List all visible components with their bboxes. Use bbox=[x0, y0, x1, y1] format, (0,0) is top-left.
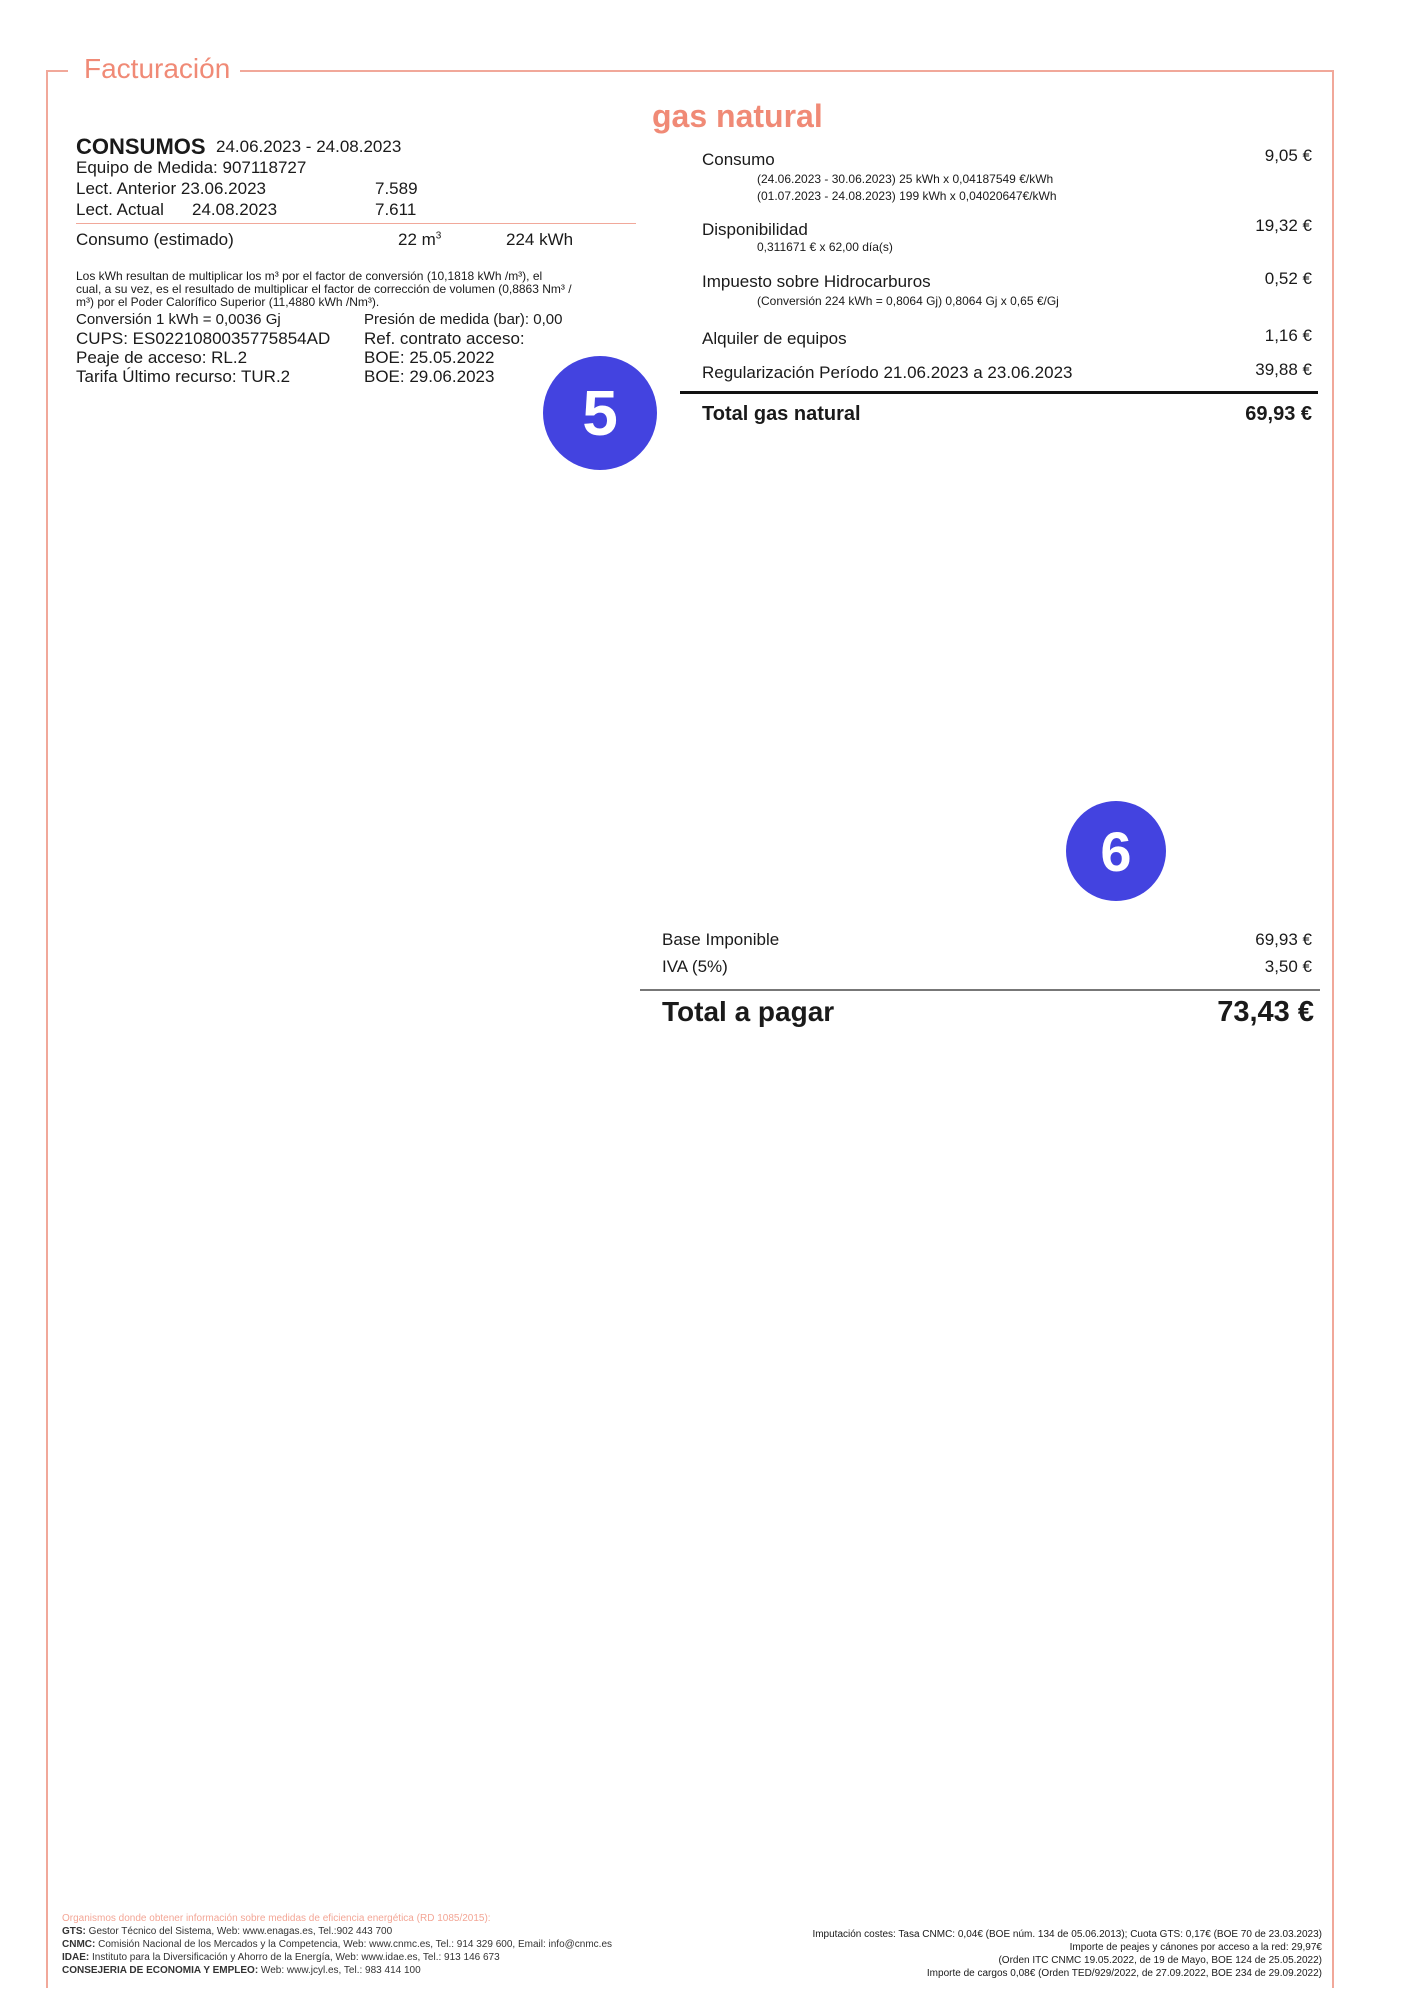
peaje-acceso: Peaje de acceso: RL.2 bbox=[76, 348, 248, 367]
impuesto-detail: (Conversión 224 kWh = 0,8064 Gj) 0,8064 Gj x 0,65 €/Gj bbox=[757, 294, 1059, 308]
total-a-pagar-amount: 73,43 € bbox=[1217, 996, 1314, 1028]
consumo-m3 bbox=[398, 230, 441, 250]
consumo-m3-value: 22 m bbox=[398, 230, 436, 249]
frame-top-right bbox=[240, 70, 1334, 72]
consumo-detail-1: (24.06.2023 - 30.06.2023) 25 kWh x 0,04187549 €/kWh bbox=[757, 172, 1054, 186]
consumo-label: Consumo bbox=[702, 150, 775, 169]
footer-orden-itc: (Orden ITC CNMC 19.05.2022, de 19 de Mayo, BOE 124 de 25.05.2022) bbox=[998, 1955, 1322, 1966]
alquiler-amount: 1,16 € bbox=[1264, 326, 1312, 345]
total-gas-label: Total gas natural bbox=[702, 403, 861, 425]
lect-anterior-value: 7.589 bbox=[375, 179, 418, 198]
consumos-divider bbox=[76, 223, 636, 224]
base-imponible-amount: 69,93 € bbox=[1255, 930, 1312, 949]
disponibilidad-detail: 0,311671 € x 62,00 día(s) bbox=[757, 240, 893, 254]
footer-idae-text: Instituto para la Diversificación y Ahorro de la Energía, Web: www.idae.es, Tel.: 913 146 673 bbox=[89, 1952, 500, 1963]
presion-medida: Presión de medida (bar): 0,00 bbox=[364, 311, 563, 328]
lect-actual-date: 24.08.2023 bbox=[192, 200, 278, 219]
iva-label: IVA (5%) bbox=[662, 957, 728, 976]
conversion-note-line1: Los kWh resultan de multiplicar los m³ por el factor de conversión (10,1818 kWh /m³), el bbox=[76, 269, 543, 283]
conversion-kwh-gj: Conversión 1 kWh = 0,0036 Gj bbox=[76, 311, 281, 328]
footer-cnmc bbox=[62, 1939, 612, 1950]
section-title: Facturación bbox=[76, 52, 238, 86]
regularizacion-amount: 39,88 € bbox=[1255, 360, 1312, 379]
total-gas-amount: 69,93 € bbox=[1245, 403, 1312, 425]
footer-imputacion-costes: Imputación costes: Tasa CNMC: 0,04€ (BOE núm. 134 de 05.06.2013); Cuota GTS: 0,17€ (BOE 70 de 23.03.2023) bbox=[812, 1929, 1322, 1940]
consumo-amount: 9,05 € bbox=[1264, 146, 1312, 165]
impuesto-amount: 0,52 € bbox=[1264, 269, 1312, 288]
frame-left bbox=[46, 70, 48, 1988]
consumo-detail-2: (01.07.2023 - 24.08.2023) 199 kWh x 0,04020647€/kWh bbox=[757, 189, 1057, 203]
equipo-medida: Equipo de Medida: 907118727 bbox=[76, 158, 307, 177]
ref-contrato-acceso: Ref. contrato acceso: bbox=[364, 329, 525, 348]
step-badge-6: 6 bbox=[1066, 801, 1166, 901]
footer-gts-label: GTS: bbox=[62, 1926, 86, 1937]
footer-cnmc-text: Comisión Nacional de los Mercados y la Competencia, Web: www.cnmc.es, Tel.: 914 329 600, Email: info@cnmc.es bbox=[95, 1939, 613, 1950]
lect-anterior-label: Lect. Anterior 23.06.2023 bbox=[76, 179, 266, 198]
lect-actual-value: 7.611 bbox=[375, 200, 417, 219]
frame-right bbox=[1332, 70, 1334, 1988]
boe-peaje: BOE: 25.05.2022 bbox=[364, 348, 495, 367]
total-gas-divider bbox=[680, 391, 1318, 394]
impuesto-label: Impuesto sobre Hidrocarburos bbox=[702, 272, 931, 291]
footer-importe-cargos: Importe de cargos 0,08€ (Orden TED/929/2022, de 27.09.2022, BOE 234 de 29.09.2022) bbox=[926, 1968, 1322, 1979]
lect-actual-label: Lect. Actual bbox=[76, 200, 164, 219]
footer-gts-text: Gestor Técnico del Sistema, Web: www.enagas.es, Tel.:902 443 700 bbox=[85, 1926, 393, 1937]
conversion-note-line3: m³) por el Poder Calorífico Superior (11,4880 kWh /Nm³). bbox=[76, 295, 380, 309]
footer-efficiency-title: Organismos donde obtener información sobre medidas de eficiencia energética (RD 1085/2015): bbox=[62, 1913, 491, 1924]
consumos-label: CONSUMOS bbox=[76, 134, 206, 159]
footer-gts bbox=[62, 1926, 392, 1937]
total-a-pagar-label: Total a pagar bbox=[662, 996, 835, 1027]
gas-natural-title: gas natural bbox=[652, 98, 823, 134]
footer-consejeria-label: CONSEJERIA DE ECONOMIA Y EMPLEO: bbox=[62, 1965, 259, 1976]
consumo-kwh: 224 kWh bbox=[506, 230, 574, 249]
disponibilidad-amount: 19,32 € bbox=[1255, 216, 1312, 235]
footer-cnmc-label: CNMC: bbox=[62, 1939, 96, 1950]
consumo-m3-unit-sup: 3 bbox=[435, 230, 442, 242]
footer-idae bbox=[62, 1952, 500, 1963]
alquiler-label: Alquiler de equipos bbox=[702, 329, 847, 348]
consumos-period: 24.06.2023 - 24.08.2023 bbox=[216, 137, 402, 156]
step-badge-5: 5 bbox=[543, 356, 657, 470]
disponibilidad-label: Disponibilidad bbox=[702, 220, 808, 239]
regularizacion-label: Regularización Período 21.06.2023 a 23.06.2023 bbox=[702, 363, 1073, 382]
footer-consejeria-text: Web: www.jcyl.es, Tel.: 983 414 100 bbox=[258, 1965, 421, 1976]
iva-amount: 3,50 € bbox=[1264, 957, 1312, 976]
frame-top-left bbox=[46, 70, 68, 72]
footer-idae-label: IDAE: bbox=[62, 1952, 90, 1963]
boe-tarifa: BOE: 29.06.2023 bbox=[364, 367, 495, 386]
footer-consejeria bbox=[62, 1965, 421, 1976]
consumo-estimado-label: Consumo (estimado) bbox=[76, 230, 234, 249]
summary-divider bbox=[640, 989, 1320, 991]
footer-importe-peajes: Importe de peajes y cánones por acceso a la red: 29,97€ bbox=[1069, 1942, 1322, 1953]
tarifa-ultimo-recurso: Tarifa Último recurso: TUR.2 bbox=[76, 367, 291, 386]
conversion-note-line2: cual, a su vez, es el resultado de multiplicar el factor de corrección de volumen (0,8863 Nm³ / bbox=[76, 282, 572, 296]
cups-code: CUPS: ES0221080035775854AD bbox=[76, 329, 331, 348]
base-imponible-label: Base Imponible bbox=[662, 930, 780, 949]
